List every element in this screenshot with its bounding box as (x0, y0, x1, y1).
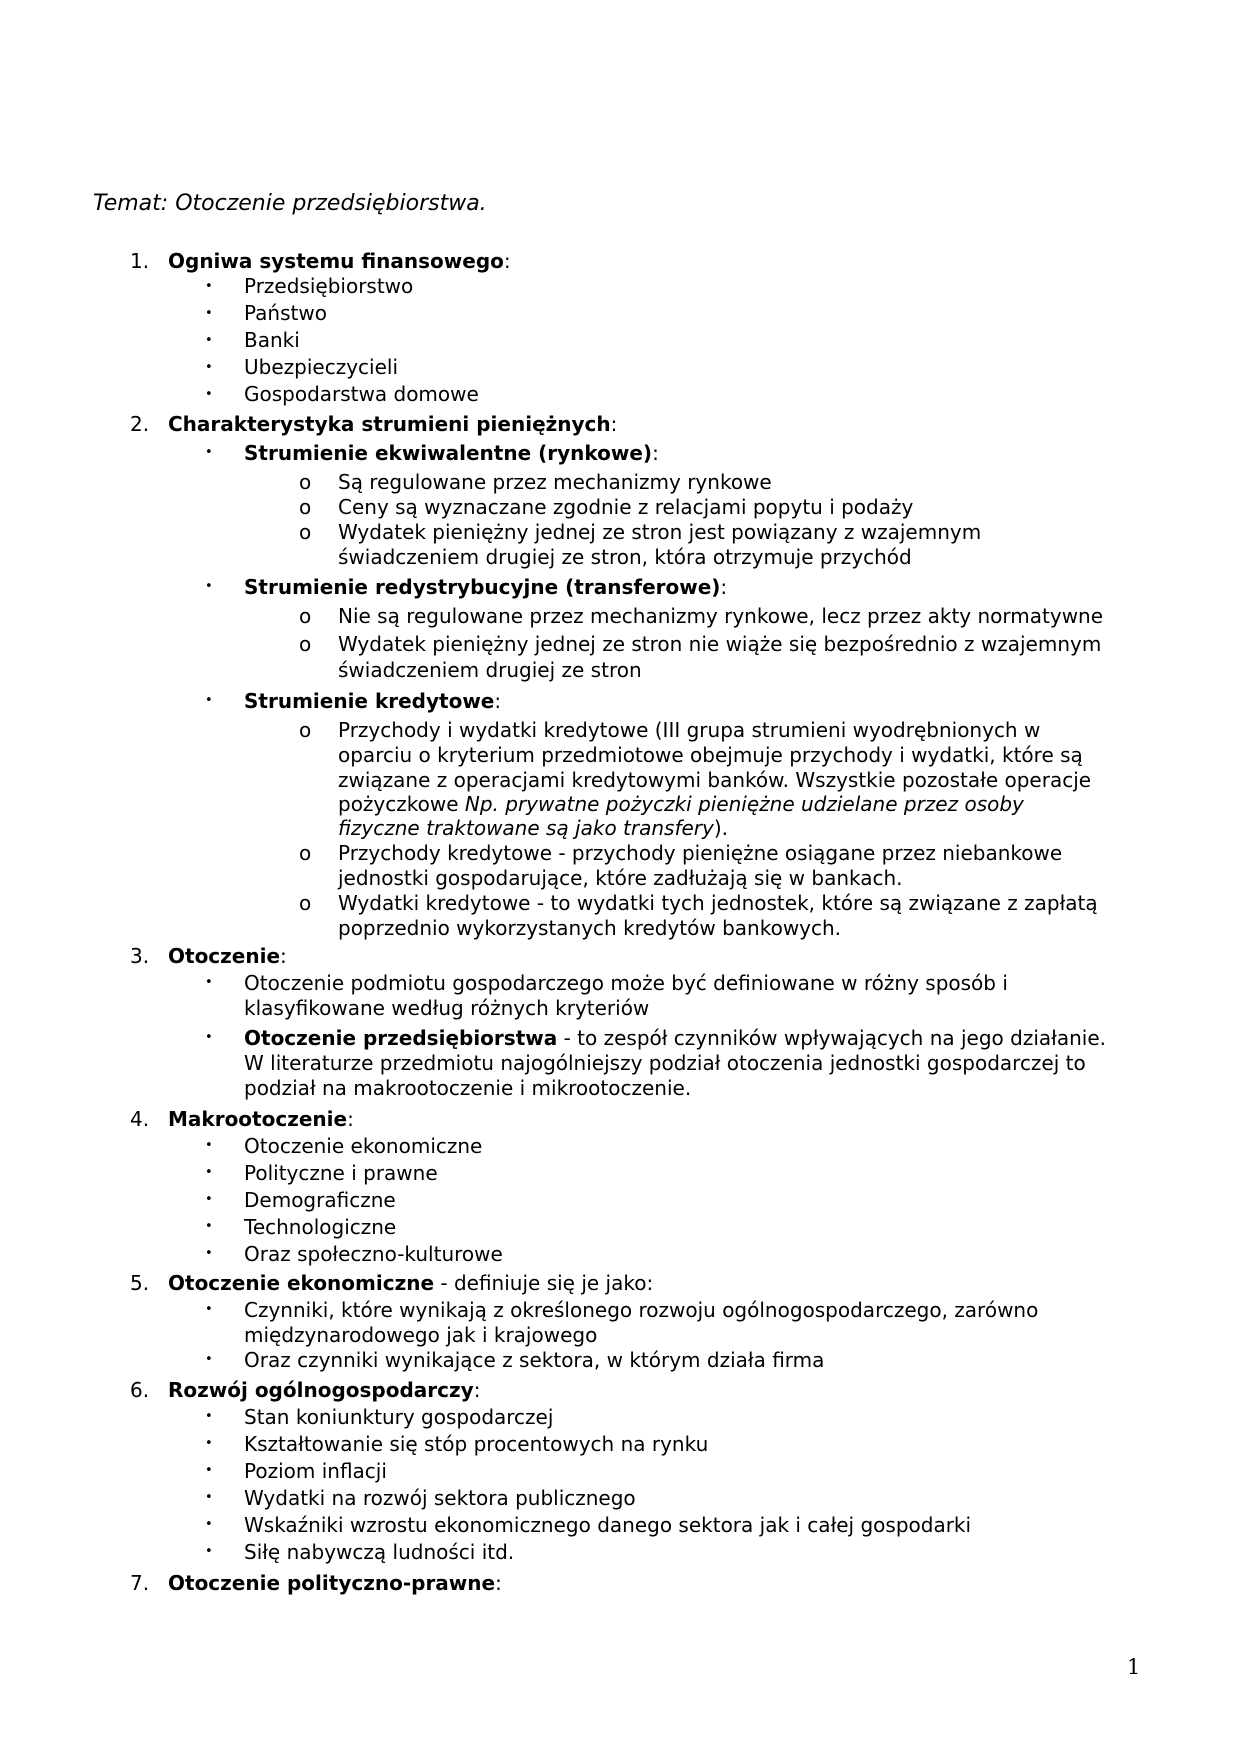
bullet: • (205, 1490, 213, 1505)
heading-text: Charakterystyka strumieni pieniężnych (168, 412, 611, 436)
list-item: Gospodarstwa domowe (244, 382, 479, 406)
text-run: - to zespół czynników wpływających na jego działanie. (557, 1026, 1106, 1050)
heading-text: Otoczenie (168, 944, 281, 968)
list-item: Ceny są wyznaczane zgodnie z relacjami popytu i podaży (338, 495, 914, 519)
bullet: • (205, 387, 213, 402)
list-item-continued: oparciu o kryterium przedmiotowe obejmuje przychody i wydatki, które są (338, 743, 1083, 767)
sub-bullet: o (299, 470, 312, 494)
colon: : (473, 1378, 481, 1402)
list-item: Czynniki, które wynikają z określonego rozwoju ogólnogospodarczego, zarówno (244, 1298, 1039, 1322)
document-title: Temat: Otoczenie przedsiębiorstwa. (93, 191, 487, 216)
list-item-continued: świadczeniem drugiej ze stron (338, 658, 642, 682)
bullet: • (205, 1409, 213, 1424)
list-item: Technologiczne (244, 1215, 397, 1239)
colon: : (720, 575, 728, 599)
italic-text: Np. prywatne pożyczki pieniężne udzielane przez osoby (464, 792, 1024, 816)
list-item: Przychody kredytowe - przychody pieniężne osiągane przez niebankowe (338, 841, 1063, 865)
colon: : (280, 944, 287, 968)
bullet: • (205, 445, 213, 460)
sub-bullet: o (299, 632, 312, 656)
list-item-continued: międzynarodowego jak i krajowego (244, 1323, 598, 1347)
bullet: • (205, 360, 213, 375)
heading-text: Ogniwa systemu finansowego (168, 249, 504, 273)
subsection-heading (244, 691, 501, 711)
bold-text: Otoczenie przedsiębiorstwa (244, 1026, 558, 1050)
heading-text: Otoczenie polityczno-prawne (168, 1571, 496, 1595)
heading-text: Makrootoczenie (168, 1107, 348, 1131)
list-item: Demograficzne (244, 1188, 396, 1212)
sub-bullet: o (299, 718, 312, 742)
list-item: Wydatki kredytowe - to wydatki tych jednostek, które są związane z zapłatą (338, 891, 1098, 915)
bullet: • (205, 693, 213, 708)
colon: : (610, 412, 618, 436)
list-item-continued: podział na makrootoczenie i mikrootoczenie. (244, 1076, 692, 1100)
bullet: • (205, 1138, 213, 1153)
list-item-continued: W literaturze przedmiotu najogólniejszy podział otoczenia jednostki gospodarczej to (244, 1051, 1086, 1075)
page-number: 1 (1127, 1655, 1141, 1679)
bullet: • (205, 1219, 213, 1234)
section-heading (168, 1273, 653, 1293)
heading-text: Strumienie kredytowe (244, 689, 495, 713)
list-item-continued (338, 818, 728, 838)
list-item: Kształtowanie się stóp procentowych na rynku (244, 1432, 709, 1456)
section-number: 4. (130, 1107, 150, 1131)
section-heading (168, 946, 287, 966)
bullet: • (205, 579, 213, 594)
colon: : (652, 441, 659, 465)
list-item: Poziom inflacji (244, 1459, 387, 1483)
subsection-heading (244, 443, 659, 463)
section-number: 2. (130, 412, 150, 436)
section-heading (168, 1109, 354, 1129)
section-heading (168, 1573, 502, 1593)
sub-bullet: o (299, 891, 312, 915)
list-item: Oraz czynniki wynikające z sektora, w którym działa firma (244, 1348, 825, 1372)
list-item (244, 1028, 1106, 1048)
sub-bullet: o (299, 841, 312, 865)
bullet: • (205, 306, 213, 321)
list-item: Stan koniunktury gospodarczej (244, 1405, 554, 1429)
list-item-continued (338, 794, 1024, 814)
list-item: Banki (244, 328, 300, 352)
list-item-continued: świadczeniem drugiej ze stron, która otrzymuje przychód (338, 545, 912, 569)
list-item: Siłę nabywczą ludności itd. (244, 1540, 515, 1564)
list-item: Wskaźniki wzrostu ekonomicznego danego sektora jak i całej gospodarki (244, 1513, 972, 1537)
bullet: • (205, 1246, 213, 1261)
bullet: • (205, 333, 213, 348)
list-item-continued: klasyfikowane według różnych kryteriów (244, 996, 650, 1020)
list-item: Otoczenie ekonomiczne (244, 1134, 483, 1158)
bullet: • (205, 1165, 213, 1180)
list-item: Ubezpieczycieli (244, 355, 398, 379)
section-number: 7. (130, 1571, 150, 1595)
heading-text: Strumienie redystrybucyjne (transferowe) (244, 575, 721, 599)
bullet: • (205, 1436, 213, 1451)
bullet: • (205, 1517, 213, 1532)
list-item-continued: związane z operacjami kredytowymi banków. Wszystkie pozostałe operacje (338, 768, 1092, 792)
heading-text: Otoczenie ekonomiczne (168, 1271, 435, 1295)
text-run: - definiuje się je jako: (434, 1271, 654, 1295)
section-heading (168, 1380, 480, 1400)
list-item-continued: jednostki gospodarujące, które zadłużają się w bankach. (338, 866, 903, 890)
section-number: 6. (130, 1378, 150, 1402)
list-item: Przychody i wydatki kredytowe (III grupa strumieni wyodrębnionych w (338, 718, 1041, 742)
bullet: • (205, 1463, 213, 1478)
colon: : (503, 249, 511, 273)
heading-text: Rozwój ogólnogospodarczy (168, 1378, 474, 1402)
list-item: Polityczne i prawne (244, 1161, 438, 1185)
sub-bullet: o (299, 604, 312, 628)
list-item: Nie są regulowane przez mechanizmy rynkowe, lecz przez akty normatywne (338, 604, 1104, 628)
sub-bullet: o (299, 520, 312, 544)
colon: : (494, 689, 502, 713)
bullet: • (205, 279, 213, 294)
text-run: ). (713, 816, 729, 840)
colon: : (495, 1571, 502, 1595)
section-number: 3. (130, 944, 150, 968)
section-heading (168, 251, 511, 271)
heading-text: Strumienie ekwiwalentne (rynkowe) (244, 441, 653, 465)
list-item-continued: poprzednio wykorzystanych kredytów bankowych. (338, 916, 842, 940)
bullet: • (205, 975, 213, 990)
subsection-heading (244, 577, 727, 597)
list-item: Otoczenie podmiotu gospodarczego może być definiowane w różny sposób i (244, 971, 1008, 995)
list-item: Wydatek pieniężny jednej ze stron nie wiąże się bezpośrednio z wzajemnym (338, 632, 1102, 656)
bullet: • (205, 1030, 213, 1045)
list-item: Przedsiębiorstwo (244, 274, 414, 298)
section-number: 1. (130, 249, 150, 273)
list-item: Oraz społeczno-kulturowe (244, 1242, 503, 1266)
bullet: • (205, 1302, 213, 1317)
list-item: Są regulowane przez mechanizmy rynkowe (338, 470, 772, 494)
list-item: Wydatek pieniężny jednej ze stron jest powiązany z wzajemnym (338, 520, 982, 544)
list-item: Wydatki na rozwój sektora publicznego (244, 1486, 636, 1510)
list-item: Państwo (244, 301, 327, 325)
colon: : (347, 1107, 354, 1131)
bullet: • (205, 1192, 213, 1207)
bullet: • (205, 1544, 213, 1559)
italic-text: fizyczne traktowane są jako transfery (338, 816, 714, 840)
section-heading (168, 414, 617, 434)
bullet: • (205, 1352, 213, 1367)
text-run: pożyczkowe (338, 792, 465, 816)
sub-bullet: o (299, 495, 312, 519)
section-number: 5. (130, 1271, 150, 1295)
